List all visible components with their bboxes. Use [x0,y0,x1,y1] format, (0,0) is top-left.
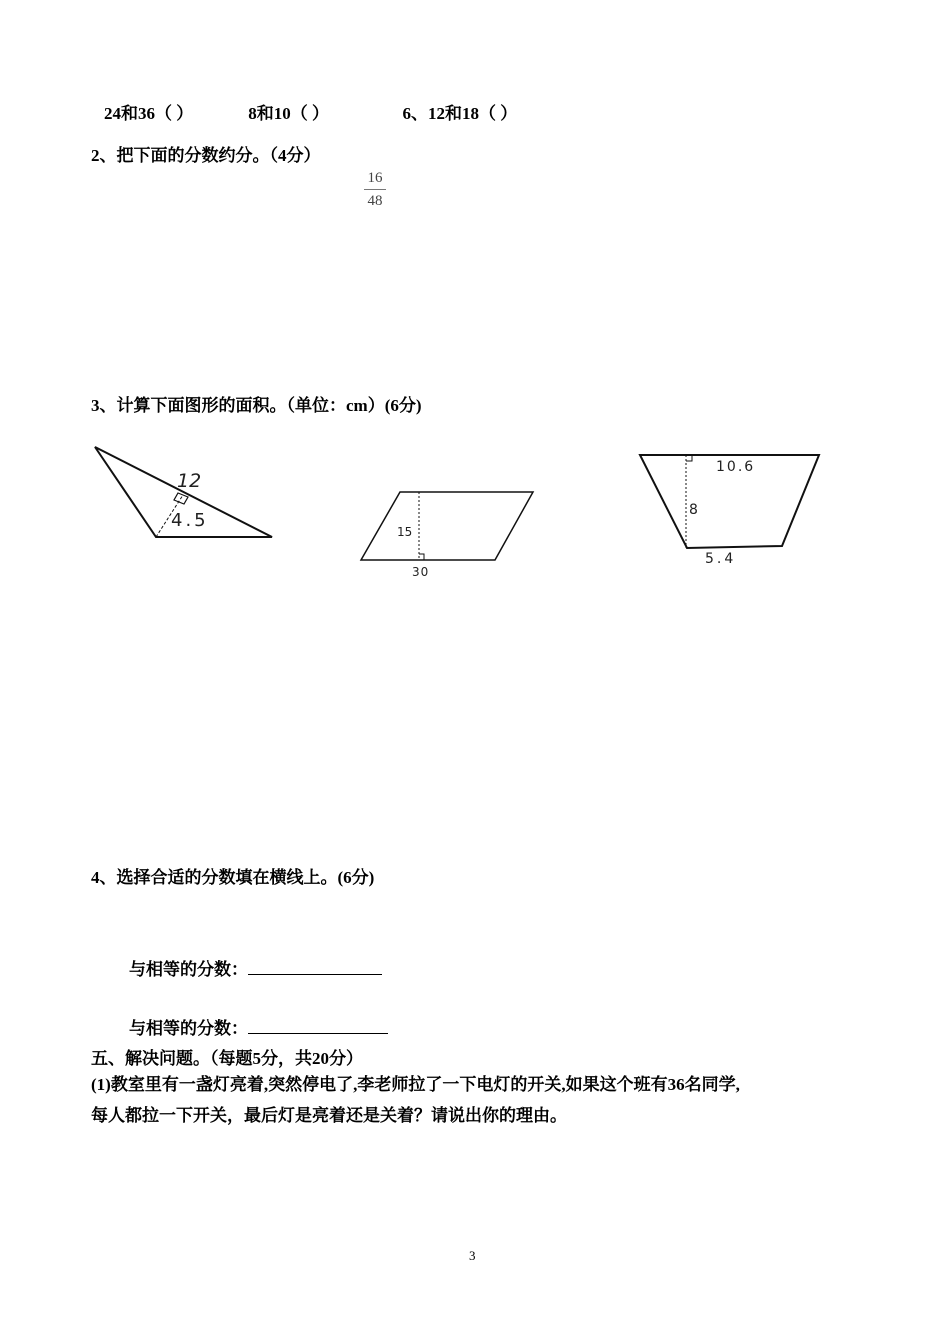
answer-blank-2[interactable] [248,1017,388,1034]
line-1-label: 与相等的分数： [129,960,248,979]
question-4-title: 4、选择合适的分数填在横线上。(6分) [91,868,375,887]
triangle-figure [85,438,285,548]
trapezoid-top-label: 10.6 [716,459,756,475]
section-5-title: 五、解决问题。（每题5分，共20分） [91,1049,363,1068]
pair-6-12-18: 6、12和18（ ） [402,104,518,123]
triangle-label-4-5: 4.5 [171,510,209,531]
trapezoid-figure [632,448,827,573]
fraction-denominator: 48 [367,193,383,209]
right-angle-mark [419,554,424,560]
problem-1-line-1: (1)教室里有一盏灯亮着,突然停电了,李老师拉了一下电灯的开关,如果这个班有36名同学, [91,1075,740,1094]
parallelogram-base-label: 30 [412,565,430,579]
trapezoid-height-label: 8 [689,502,698,518]
parallelogram-figure [355,485,540,580]
pair-8-10: 8和10（ ） [248,104,329,123]
gcd-pairs-row [104,99,517,124]
answer-blank-1[interactable] [248,958,382,975]
question-3-title: 3、计算下面图形的面积。（单位：cm）(6分) [91,396,422,415]
trapezoid-bottom-label: 5.4 [705,551,737,567]
equivalent-fraction-line-1 [129,955,382,980]
problem-1-line-2: 每人都拉一下开关，最后灯是亮着还是关着？请说出你的理由。 [91,1106,567,1125]
parallelogram-shape [361,492,533,560]
parallelogram-height-label: 15 [397,525,413,539]
line-2-label: 与相等的分数： [129,1019,248,1038]
fraction-numerator: 16 [367,170,383,186]
equivalent-fraction-line-2 [129,1014,388,1039]
triangle-label-12: 12 [177,470,202,492]
fraction-16-48 [364,168,386,211]
page-number: 3 [469,1248,476,1263]
question-2-title: 2、把下面的分数约分。（4分） [91,146,321,165]
pair-24-36: 24和36（ ） [104,104,194,123]
fraction-bar [364,189,386,190]
